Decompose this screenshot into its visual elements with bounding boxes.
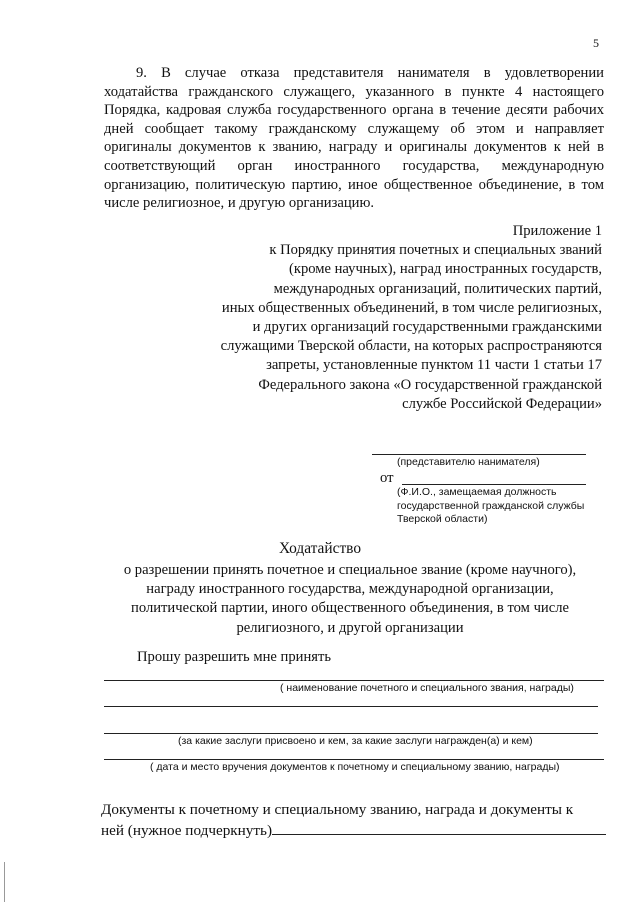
petition-subtitle-line: политической партии, иного общественного объединения, в том числе bbox=[131, 600, 569, 617]
page-number: 5 bbox=[593, 36, 599, 50]
sender-caption-line: Тверской области) bbox=[397, 513, 488, 526]
petition-subtitle-line: о разрешении принять почетное и специальное звание (кроме научного), bbox=[123, 562, 577, 578]
addressee-line[interactable] bbox=[372, 454, 586, 455]
date-place-line[interactable] bbox=[104, 759, 604, 760]
award-name-line[interactable] bbox=[104, 680, 604, 681]
appendix-line: иных общественных объединений, в том числе религиозных, bbox=[221, 299, 602, 316]
appendix-line: международных организаций, политических партий, bbox=[273, 280, 602, 297]
paragraph-9-line: 9. В случае отказа представителя нанимателя в удовлетворении bbox=[136, 65, 604, 81]
appendix-line: запреты, установленные пунктом 11 части 1 статьи 17 bbox=[266, 357, 602, 374]
paragraph-9-line: рабочих дней сообщает такому гражданскому служащему об этом и bbox=[104, 102, 604, 137]
documents-fill-line[interactable] bbox=[272, 820, 606, 835]
petition-title: Ходатайство bbox=[278, 540, 362, 557]
appendix-line: службе Российской Федерации» bbox=[402, 395, 602, 412]
paragraph-9-line: Порядка, кадровая служба государственного органа в течение десяти bbox=[104, 102, 548, 119]
addressee-caption: (представителю нанимателя) bbox=[397, 456, 540, 468]
appendix-header bbox=[182, 222, 602, 414]
sender-line[interactable] bbox=[402, 484, 586, 485]
paragraph-9-line: документов к ней в соответствующий орган иностранного государства, bbox=[104, 139, 604, 174]
appendix-line: служащими Тверской области, на которых распространяются bbox=[220, 338, 602, 355]
award-name-caption: ( наименование почетного и специального звания, награды) bbox=[280, 682, 574, 694]
sender-caption-line: (Ф.И.О., замещаемая должность bbox=[397, 486, 557, 498]
paragraph-9-line: направляет оригиналы документов к званию, награду и оригиналы bbox=[104, 120, 604, 156]
petition-subtitle-line: религиозного, и другой организации bbox=[236, 619, 464, 636]
paragraph-9 bbox=[104, 64, 604, 213]
merits-line[interactable] bbox=[104, 733, 598, 734]
request-text: Прошу разрешить мне принять bbox=[137, 649, 332, 665]
merits-caption: (за какие заслуги присвоено и кем, за какие заслуги награжден(а) и кем) bbox=[178, 735, 533, 747]
paragraph-9-line: международную организацию, политическую партию, иное общественное bbox=[104, 157, 604, 193]
appendix-line: (кроме научных), наград иностранных государств, bbox=[289, 261, 602, 278]
paragraph-9-line: ходатайства гражданского служащего, указанного в пункте 4 настоящего bbox=[104, 83, 604, 100]
date-place-caption: ( дата и место вручения документов к почетному и специальному званию, награды) bbox=[150, 761, 560, 773]
documents-line: ней (нужное подчеркнуть) bbox=[101, 822, 273, 839]
appendix-line: к Порядку принятия почетных и специальных званий bbox=[269, 242, 602, 259]
blank-line[interactable] bbox=[104, 706, 598, 707]
petition-subtitle-line: награду иностранного государства, международной организации, bbox=[146, 581, 554, 598]
documents-line: Документы к почетному и специальному званию, награда и документы к bbox=[101, 801, 574, 818]
paragraph-9-line: объединение, в том числе религиозное, и другую организацию. bbox=[104, 176, 604, 212]
scan-edge-mark bbox=[4, 862, 5, 902]
petition-subtitle bbox=[100, 561, 600, 638]
appendix-line: Приложение 1 bbox=[512, 223, 602, 239]
sender-caption-line: государственной гражданской службы bbox=[397, 499, 585, 512]
sender-caption bbox=[397, 486, 584, 527]
from-label: от bbox=[380, 470, 394, 486]
appendix-line: Федерального закона «О государственной гражданской bbox=[258, 376, 602, 393]
appendix-line: и других организаций государственными гражданскими bbox=[252, 319, 602, 336]
documents-paragraph bbox=[101, 800, 606, 841]
